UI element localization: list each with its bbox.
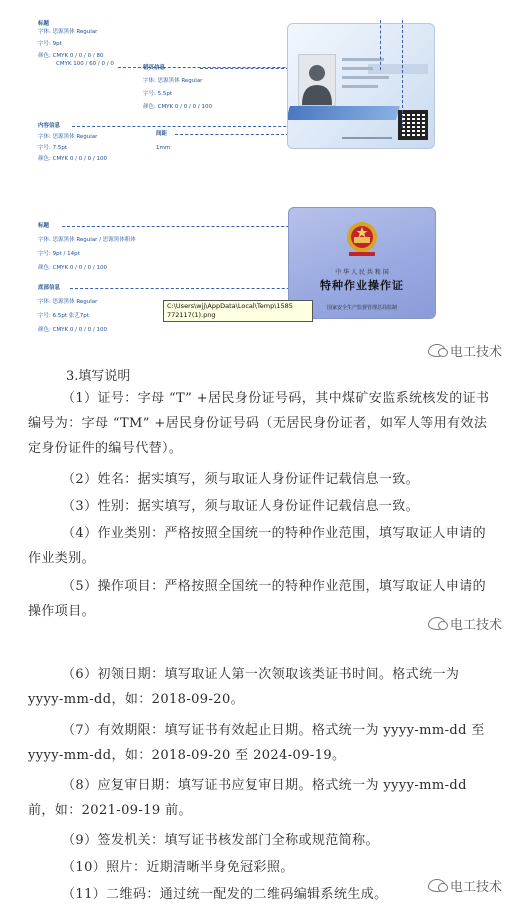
tooltip-line-1: C:\Users\wjj\AppData\Local\Temp\1585 [167,302,293,310]
spec-color-2: CMYK 100 / 60 / 0 / 0 [56,61,114,67]
leader-line [380,20,381,70]
spec-heading: 标题 [38,223,50,229]
front-content-spec [38,122,107,163]
spec-heading: 间距 [156,131,168,137]
front-issuer-spec [143,64,212,111]
spec-color: 颜色: CMYK 0 / 0 / 0 / 100 [38,265,107,271]
tooltip-line-2: 772117(1).png [167,311,216,319]
spec-heading: 标题 [38,21,50,27]
spec-size: 字号: 7.5pt [38,145,67,151]
spec-heading: 底部信息 [38,285,61,291]
paragraph: （2）姓名：据实填写，须与取证人身份证件记载信息一致。 [62,472,420,487]
watermark [428,341,502,360]
info-lines [342,54,394,94]
front-title-spec [38,20,114,68]
national-emblem-icon [345,220,379,258]
watermark [428,614,502,633]
file-tooltip [163,300,313,322]
paragraph: （8）应复审日期：填写证书应复审日期。格式统一为 yyyy-mm-dd 前，如：2021-09-19 前。 [28,778,467,818]
spec-value: 1mm [156,145,171,151]
watermark-text: 电工技术 [450,345,503,360]
wechat-icon [428,344,446,357]
paragraph: （10）照片：近期清晰半身免冠彩照。 [62,860,294,875]
paragraph: （9）签发机关：填写证书核发部门全称或规范简称。 [62,833,379,848]
card-title: 特种作业操作证 [320,279,404,292]
card-front [287,23,435,149]
spec-color: 颜色: CMYK 0 / 0 / 0 / 100 [38,327,107,333]
spec-font: 字体: 思源黑体 Regular / 思源黑体粗体 [38,237,136,243]
person-silhouette-icon [299,55,335,105]
back-footer-spec [38,284,107,334]
spec-font: 字体: 思源黑体 Regular [38,134,98,140]
watermark-text: 电工技术 [450,880,503,895]
photo [298,54,336,106]
paragraph: （6）初领日期：填写取证人第一次领取该类证书时间。格式统一为 yyyy-mm-dd，如：2018-09-20。 [28,667,460,707]
spec-color: 颜色: CMYK 0 / 0 / 0 / 100 [143,104,212,110]
wechat-icon [428,879,446,892]
card-country: 中 华 人 民 共 和 国 [335,269,389,276]
spec-size: 字号: 9pt / 14pt [38,251,80,257]
watermark [428,876,502,895]
paragraph: （5）操作项目：严格按照全国统一的特种作业范围，填写取证人申请的操作项目。 [28,579,487,619]
spec-heading: 内容信息 [38,123,61,129]
section-title: 3.填写说明 [66,369,131,384]
paragraph: （4）作业类别：严格按照全国统一的特种作业范围，填写取证人申请的作业类别。 [28,526,487,566]
leader-line [70,288,310,289]
front-spacing-spec [156,130,170,152]
spec-font: 字体: 思源黑体 Regular [38,299,98,305]
wechat-icon [428,617,446,630]
spec-font: 字体: 思源黑体 Regular [143,78,203,84]
paragraph: （3）性别：据实填写，须与取证人身份证件记载信息一致。 [62,499,420,514]
spec-color: 颜色: CMYK 0 / 0 / 0 / 100 [38,156,107,162]
paragraph: （11）二维码：通过统一配发的二维码编辑系统生成。 [62,887,388,902]
spec-heading: 错页信息 [143,65,166,71]
card-banner [287,106,400,120]
spec-size: 字号: 9pt [38,41,62,47]
spec-color: 颜色: CMYK 0 / 0 / 0 / 80 [38,53,104,59]
spec-font: 字体: 思源黑体 Regular [38,29,98,35]
bottom-text [342,137,392,139]
paragraph: （1）证号：字母 “T” +居民身份证号码，其中煤矿安监系统核发的证书编号为：字母 “TM” +居民身份证号码（无居民身份证者，如军人等用有效法定身份证件的编号代替）。 [28,391,490,456]
paragraph: （7）有效期限：填写证书有效起止日期。格式统一为 yyyy-mm-dd 至 yyyy-mm-dd，如：2018-09-20 至 2024-09-19。 [28,723,485,763]
leader-line [402,20,403,128]
watermark-text: 电工技术 [450,618,503,633]
card-footer: 国家安全生产监督管理总局监制 [326,305,397,311]
spec-size: 字号: 5.5pt [143,91,172,97]
back-title-spec [38,222,136,272]
spec-size: 字号: 6.5pt 张艺7pt [38,313,89,319]
